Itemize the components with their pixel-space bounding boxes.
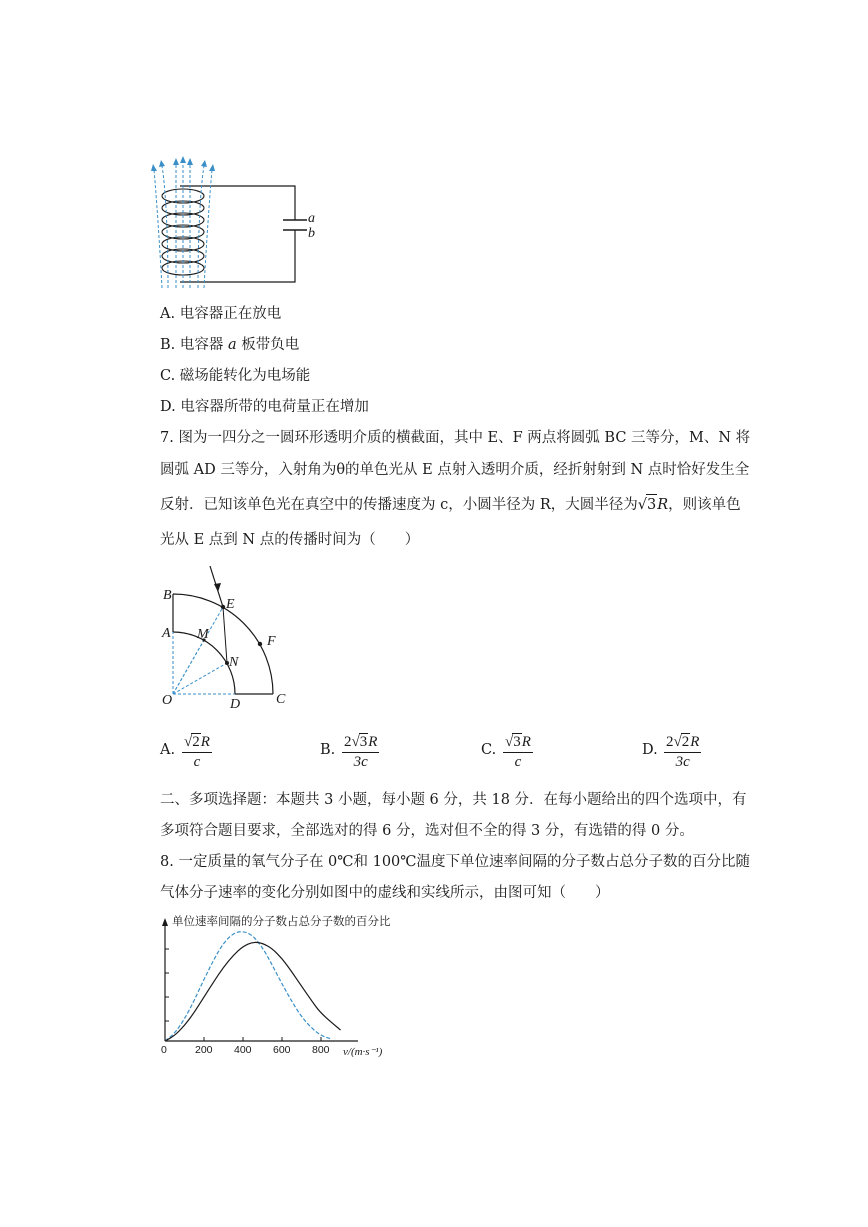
q8-text-line-1: 8. 一定质量的氧气分子在 0℃和 100℃温度下单位速率间隔的分子数占总分子数的百分比随 — [160, 854, 751, 870]
q6-option-d: D. 电容器所带的电荷量正在增加 — [160, 399, 369, 415]
chart-x-tick-label: 800 — [312, 1044, 330, 1056]
point-o-label: O — [162, 693, 173, 708]
chart-series-dashed-line — [165, 932, 331, 1041]
chart-x-tick-label: 0 — [161, 1044, 167, 1056]
q7-text-line-4: 光从 E 点到 N 点的传播时间为（ ） — [160, 532, 420, 548]
point-n-label: N — [229, 655, 239, 670]
chart-x-tick-label: 600 — [273, 1044, 291, 1056]
point-a-label: A — [162, 626, 171, 641]
point-b-label: B — [163, 588, 172, 603]
q7-option-d-formula: $\frac{2√2R}{3c}$ — [666, 734, 700, 770]
q7-option-d-label: D. — [642, 742, 658, 758]
capacitor-plate-b-label: b — [308, 226, 315, 241]
section2-heading-line-1: 二、多项选择题：本题共 3 小题，每小题 6 分，共 18 分．在每小题给出的四个选项中，有 — [160, 792, 747, 808]
point-f-label: F — [267, 634, 276, 649]
q7-option-b-label: B. — [320, 742, 336, 758]
q7-text-line-3: 反射．已知该单色光在真空中的传播速度为 c，小圆半径为 R，大圆半径为√3R，则该单色 — [160, 494, 741, 515]
q7-option-c-label: C. — [481, 742, 497, 758]
point-d-label: D — [230, 697, 241, 712]
q6-option-b: B. 电容器 a 板带负电 — [160, 337, 300, 353]
point-c-label: C — [276, 692, 286, 707]
chart-x-tick-label: 200 — [195, 1044, 213, 1056]
q8-text-line-2: 气体分子速率的变化分别如图中的虚线和实线所示，由图可知（ ） — [160, 885, 610, 901]
chart-series-solid-line — [165, 942, 341, 1041]
capacitor-plate-a-label: a — [308, 211, 315, 226]
speed-distribution-chart — [150, 915, 410, 1055]
q7-text-line-1: 7. 图为一四分之一圆环形透明介质的横截面，其中 E、F 两点将圆弧 BC 三等分，M、N 将 — [160, 430, 751, 446]
q6-option-c: C. 磁场能转化为电场能 — [160, 368, 311, 384]
quarter-ring-figure — [150, 560, 310, 710]
chart-x-axis-label: v/(m·s⁻¹) — [343, 1046, 383, 1058]
section2-heading-line-2: 多项符合题目要求，全部选对的得 6 分，选对但不全的得 3 分，有选错的得 0 分。 — [160, 823, 694, 839]
q7-text-line-2: 圆弧 AD 三等分，入射角为θ的单色光从 E 点射入透明介质，经折射射到 N 点时恰好发生全 — [160, 462, 750, 478]
point-m-label: M — [197, 627, 209, 642]
q7-option-b-formula: $\frac{2√3R}{3c}$ — [344, 734, 378, 770]
point-e-label: E — [226, 597, 235, 612]
chart-y-axis-label: 单位速率间隔的分子数占总分子数的百分比 — [172, 914, 391, 928]
q7-option-a-formula: $\frac{√2R}{c}$ — [184, 734, 210, 770]
coil-capacitor-figure — [150, 150, 330, 290]
q7-option-c-formula: $\frac{√3R}{c}$ — [505, 734, 531, 770]
chart-x-tick-label: 400 — [234, 1044, 252, 1056]
q7-option-a-label: A. — [160, 742, 176, 758]
q6-option-a: A. 电容器正在放电 — [160, 306, 282, 322]
